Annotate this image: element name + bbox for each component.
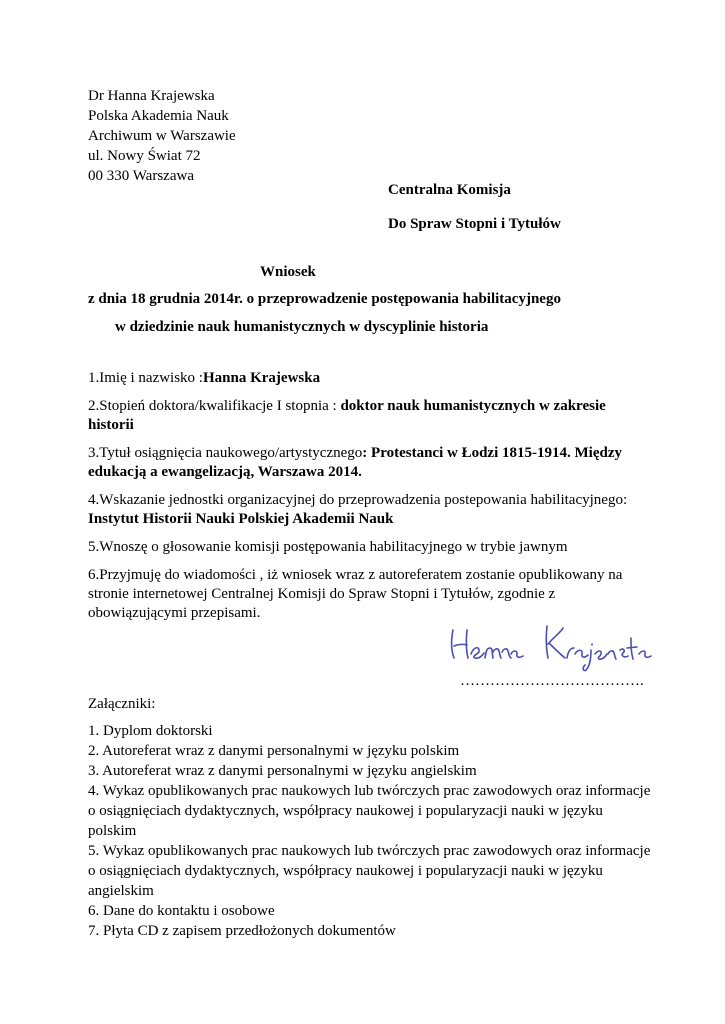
signature-strokes [452, 626, 651, 671]
sender-address [88, 87, 236, 187]
document-title: Wniosek [260, 264, 316, 280]
item-name-label: 1.Imię i nazwisko : [88, 370, 203, 386]
attachment-item: 3. Autoreferat wraz z danymi personalnymi w języku angielskim [88, 763, 477, 779]
attachment-item: 6. Dane do kontaktu i osobowe [88, 903, 275, 919]
sender-city: 00 330 Warszawa [88, 168, 194, 184]
handwritten-signature [445, 618, 655, 673]
attachments-list [88, 721, 653, 941]
item-unit-value: Instytut Historii Nauki Polskiej Akademii Nauk [88, 511, 394, 527]
attachment-item: 2. Autoreferat wraz z danymi personalnymi w języku polskim [88, 743, 460, 759]
recipient-address [388, 181, 561, 249]
attachment-item: 4. Wykaz opublikowanych prac naukowych lub twórczych prac zawodowych oraz informacje o osiągnięciach dydaktycznych, współpracy naukowej i popularyzacji nauki w języku polskim [88, 783, 651, 839]
subject-line-1: z dnia 18 grudnia 2014r. o przeprowadzenie postępowania habilitacyjnego [88, 291, 561, 307]
item-degree-label: 2.Stopień doktora/kwalifikacje I stopnia : [88, 398, 341, 414]
signature-line: ………………………………. [460, 673, 644, 689]
item-degree [88, 397, 638, 435]
attachments-heading: Załączniki: [88, 696, 156, 712]
item-achievement-label: 3.Tytuł osiągnięcia naukowego/artystycznego [88, 445, 363, 461]
item-degree-value: doktor nauk humanistycznych w zakresie historii [88, 398, 606, 433]
sender-street: ul. Nowy Świat 72 [88, 148, 201, 164]
item-publication-consent: 6.Przyjmuję do wiadomości , iż wniosek wraz z autoreferatem zostanie opublikowany na stronie internetowej Centralnej Komisji do Spraw Stopni i Tytułów, zgodnie z obowiązującymi przepisami. [88, 567, 623, 621]
sender-org: Polska Akademia Nauk [88, 108, 229, 124]
item-name-value: Hanna Krajewska [202, 370, 321, 386]
sender-name: Dr Hanna Krajewska [88, 88, 215, 104]
item-achievement-value: : Protestanci w Łodzi 1815-1914. Między edukacją a ewangelizacją, Warszawa 2014. [88, 445, 622, 480]
sender-dept: Archiwum w Warszawie [88, 128, 236, 144]
item-unit-label: 4.Wskazanie jednostki organizacyjnej do przeprowadzenia postepowania habilitacyjnego: [88, 492, 628, 508]
application-items [88, 369, 638, 632]
recipient-line-1: Centralna Komisja [388, 182, 511, 198]
recipient-line-2: Do Spraw Stopni i Tytułów [388, 216, 561, 232]
attachment-item: 5. Wykaz opublikowanych prac naukowych lub twórczych prac zawodowych oraz informacje o osiągnięciach dydaktycznych, współpracy naukowej i popularyzacji nauki w języku angielskim [88, 843, 651, 899]
item-achievement [88, 444, 638, 482]
subject-line-2: w dziedzinie nauk humanistycznych w dyscyplinie historia [115, 319, 489, 335]
item-voting: 5.Wnoszę o głosowanie komisji postępowania habilitacyjnego w trybie jawnym [88, 539, 568, 555]
item-unit [88, 491, 638, 529]
attachment-item: 7. Płyta CD z zapisem przedłożonych dokumentów [88, 923, 396, 939]
item-name [88, 369, 638, 388]
attachment-item: 1. Dyplom doktorski [88, 723, 213, 739]
